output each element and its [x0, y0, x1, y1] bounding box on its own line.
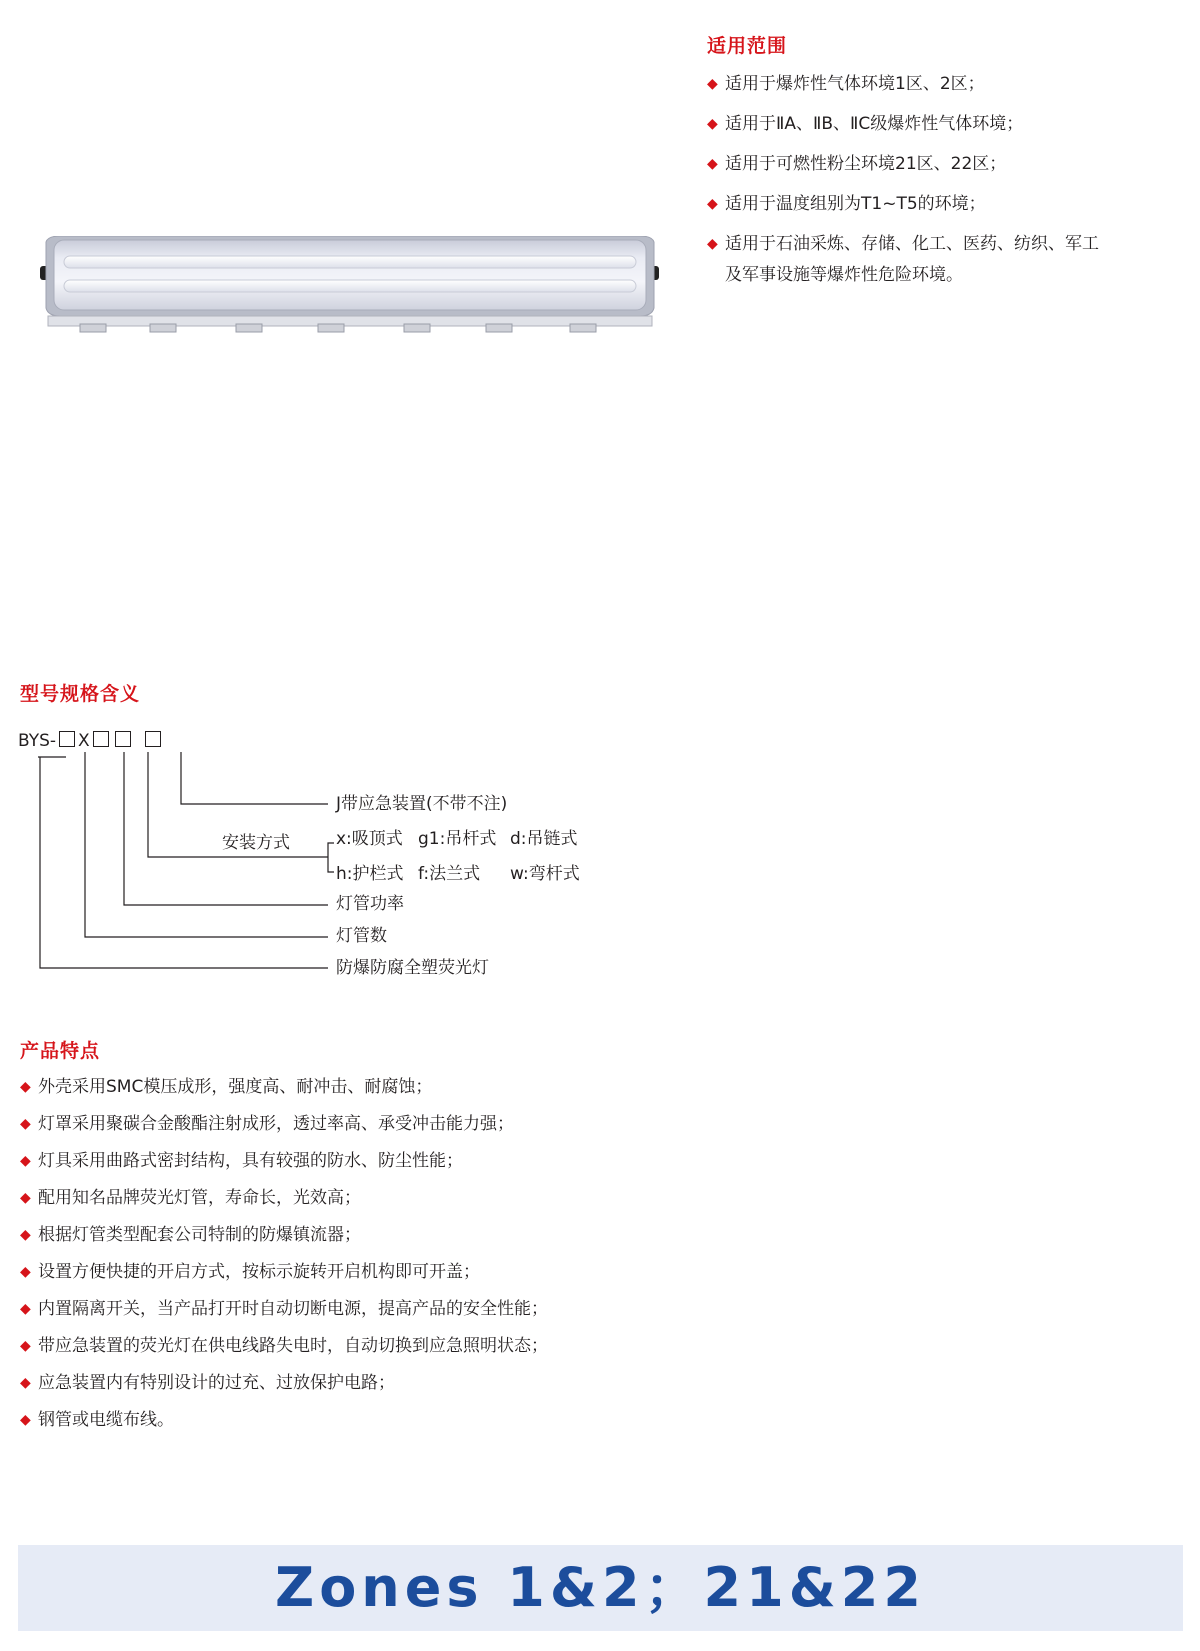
- zones-banner: [18, 1545, 1183, 1631]
- scope-list: [707, 64, 1099, 264]
- feature-item: ◆ 灯具采用曲路式密封结构，具有较强的防水、防尘性能；: [20, 1143, 548, 1180]
- label-mount-f: f:法兰式: [418, 864, 481, 884]
- features-list: [20, 1069, 548, 1439]
- label-power: 灯管功率: [336, 894, 404, 914]
- model-diagram-lines: [0, 0, 700, 1000]
- scope-item: ◆ 适用于温度组别为T1~T5的环境；: [707, 184, 1099, 224]
- label-emergency: J带应急装置(不带不注): [336, 794, 508, 814]
- model-x: X: [78, 731, 90, 751]
- scope-item: ◆ 适用于可燃性粉尘环境21区、22区；: [707, 144, 1099, 184]
- label-count: 灯管数: [336, 926, 387, 946]
- label-mount-d: d:吊链式: [510, 829, 578, 849]
- label-mount-type: 安装方式: [222, 833, 290, 853]
- model-prefix: BYS-: [18, 731, 57, 751]
- feature-item: ◆ 钢管或电缆布线。: [20, 1402, 548, 1439]
- label-mount-x: x:吸顶式: [336, 829, 403, 849]
- feature-item: ◆ 内置隔离开关，当产品打开时自动切断电源，提高产品的安全性能；: [20, 1291, 548, 1328]
- feature-item: ◆ 外壳采用SMC模压成形，强度高、耐冲击、耐腐蚀；: [20, 1069, 548, 1106]
- feature-item: ◆ 带应急装置的荧光灯在供电线路失电时，自动切换到应急照明状态；: [20, 1328, 548, 1365]
- scope-item: ◆ 适用于ⅡA、ⅡB、ⅡC级爆炸性气体环境；: [707, 104, 1099, 144]
- feature-item: ◆ 设置方便快捷的开启方式，按标示旋转开启机构即可开盖；: [20, 1254, 548, 1291]
- scope-item-continuation: 及军事设施等爆炸性危险环境。: [725, 265, 963, 285]
- feature-item: ◆ 应急装置内有特别设计的过充、过放保护电路；: [20, 1365, 548, 1402]
- feature-item: ◆ 根据灯管类型配套公司特制的防爆镇流器；: [20, 1217, 548, 1254]
- features-heading: 产品特点: [20, 1040, 101, 1062]
- label-mount-h: h:护栏式: [336, 864, 404, 884]
- scope-heading: 适用范围: [707, 35, 788, 57]
- label-product: 防爆防腐全塑荧光灯: [336, 958, 489, 978]
- label-mount-w: w:弯杆式: [510, 864, 580, 884]
- feature-item: ◆ 灯罩采用聚碳合金酸酯注射成形，透过率高、承受冲击能力强；: [20, 1106, 548, 1143]
- feature-item: ◆ 配用知名品牌荧光灯管，寿命长，光效高；: [20, 1180, 548, 1217]
- model-heading: 型号规格含义: [20, 683, 141, 705]
- scope-item: ◆ 适用于石油采炼、存储、化工、医药、纺织、军工: [707, 224, 1099, 264]
- label-mount-g1: g1:吊杆式: [418, 829, 497, 849]
- scope-item: ◆ 适用于爆炸性气体环境1区、2区；: [707, 64, 1099, 104]
- zones-banner-text: Zones 1&2；21&22: [275, 1556, 926, 1619]
